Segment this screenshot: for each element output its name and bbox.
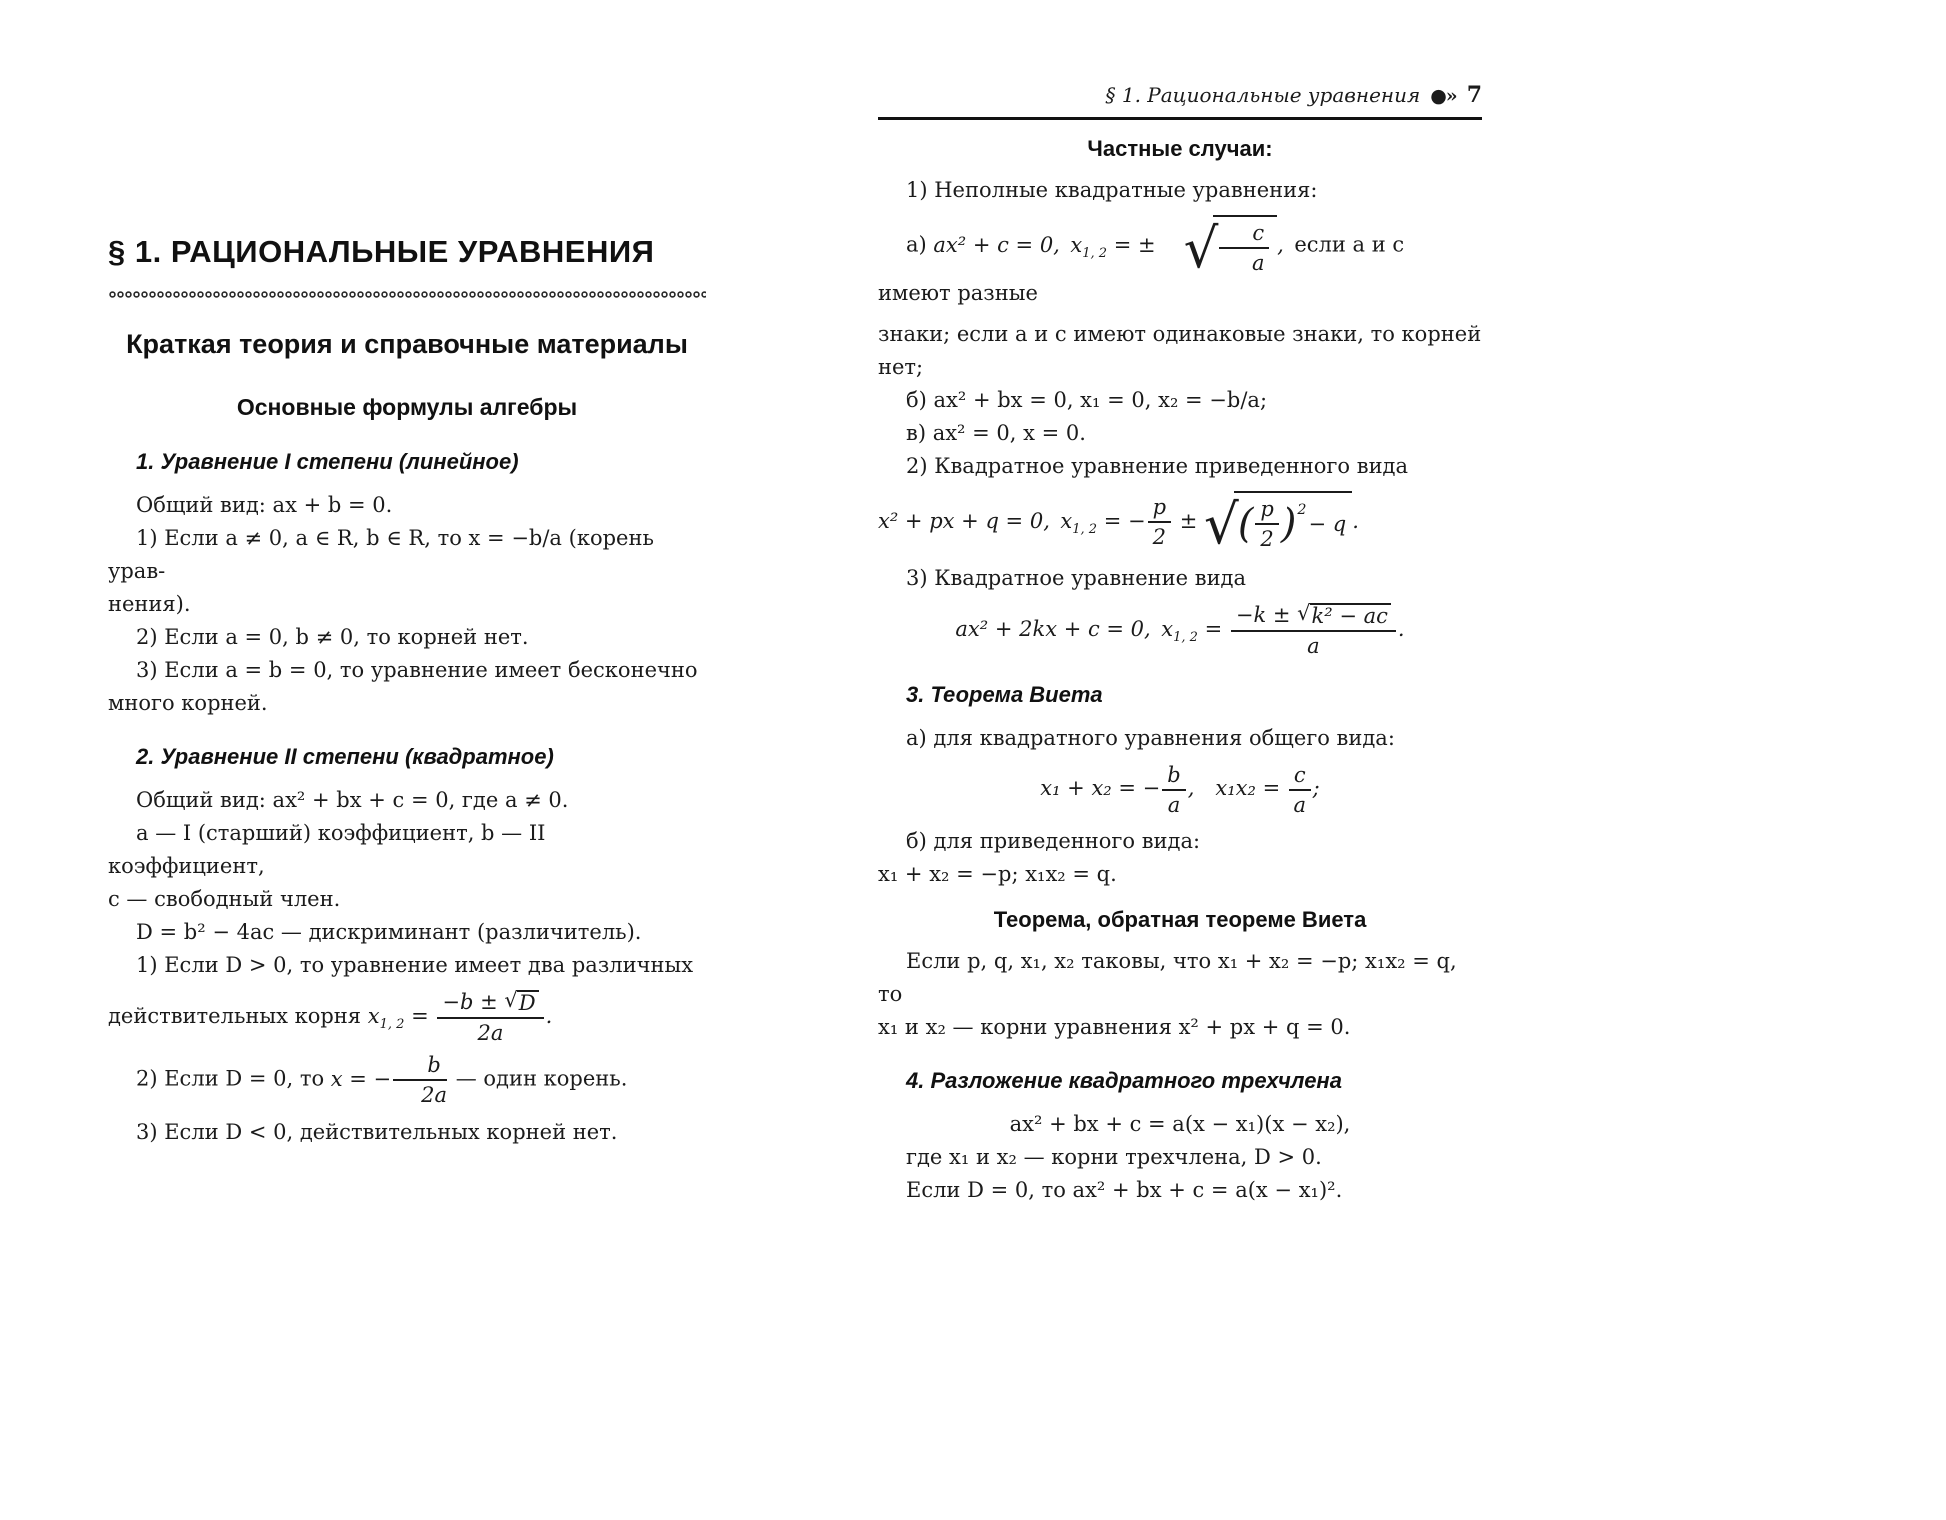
text-line: 1) Если a ≠ 0, a ∈ R, b ∈ R, то x = −b/a (корень урав- (108, 526, 654, 583)
text-line: Если D = 0, то ax² + bx + c = a(x − x₁)². (906, 1178, 1343, 1203)
radicand: D (517, 990, 539, 1015)
square-root (1297, 600, 1391, 628)
fraction-numerator: p (1148, 495, 1171, 523)
formula-part: ax² + 2kx + c = 0, (955, 616, 1162, 641)
text-line: в) ax² = 0, x = 0. (906, 421, 1086, 446)
exponent: 2 (1297, 502, 1307, 519)
formula-part: − q (1308, 511, 1347, 536)
fraction-denominator: 2a (477, 1021, 504, 1046)
formula-quadratic-roots (367, 988, 553, 1046)
formula-vieta (1040, 762, 1320, 817)
text-line: x₁ + x₂ = −p; x₁x₂ = q. (878, 862, 1117, 887)
formula-var: x (330, 1066, 343, 1091)
formula-part: x₁x₂ = (1215, 776, 1287, 801)
formula-part: . (1397, 616, 1405, 641)
text-line: c — свободный член. (108, 887, 341, 911)
formula-part: ax² + c = 0, (933, 232, 1071, 257)
formula-even-coefficient (955, 600, 1405, 658)
cases-heading: Частные случаи: (1087, 136, 1273, 161)
text-line: знаки; если a и c имеют одинаковые знаки, то корней (878, 322, 1482, 347)
running-head (878, 82, 1482, 120)
display-formula-vieta (878, 763, 1482, 817)
formulas-heading: Основные формулы алгебры (236, 394, 578, 420)
formula-part: , (1277, 232, 1284, 257)
formula-single-root (330, 1053, 449, 1108)
display-formula-reduced (878, 491, 1482, 557)
text-line: б) для приведенного вида: (906, 829, 1201, 854)
formula-var: x (1070, 232, 1083, 257)
radicand: k² − ac (1310, 603, 1391, 628)
display-formula-k (878, 600, 1482, 658)
square-root: √ ( $\frac{p}{2}$ ) 2 − q (1204, 491, 1352, 553)
text-line: 2) Если a = 0, b ≠ 0, то корней нет. (136, 625, 529, 649)
running-head-title: § 1. Рациональные уравнения (1105, 83, 1421, 107)
text-line: Общий вид: ax² + bx + c = 0, где a ≠ 0. (136, 788, 569, 812)
fraction (1160, 763, 1187, 817)
formula-subscript: 1, 2 (1072, 522, 1098, 538)
fraction-numerator: c (1289, 763, 1311, 791)
radicand (1213, 215, 1277, 277)
text-line: много корней. (108, 691, 268, 715)
formula-subscript: 1, 2 (1173, 629, 1198, 645)
square-root (504, 990, 538, 1014)
text-line: 3) Если a = b = 0, то уравнение имеет бесконечно (136, 658, 698, 682)
formula-eq: = − (342, 1066, 392, 1091)
text-line: ax² + bx + c = a(x − x₁)(x − x₂), (1009, 1112, 1351, 1137)
text-line: x₁ и x₂ — корни уравнения x² + px + q = 0. (878, 1015, 1351, 1040)
fraction-denominator: a (1307, 633, 1320, 658)
text-line-with-formula (878, 215, 1482, 310)
formula-var: x (367, 1004, 380, 1029)
fraction (1217, 221, 1271, 275)
radicand: ( $\frac{p}{2}$ ) 2 − q (1234, 491, 1352, 553)
header-ornament-icon: ●» (1430, 85, 1457, 107)
fraction (1287, 763, 1313, 817)
formula-subscript: 1, 2 (379, 1017, 405, 1033)
formula-part: , (1187, 776, 1216, 801)
text-run: 2) Если D = 0, то (136, 1066, 331, 1091)
plus-minus-sign: ± (1173, 508, 1205, 533)
text-line: нет; (878, 355, 924, 380)
formula-eq: = (1197, 616, 1229, 641)
page-number: 7 (1466, 82, 1482, 108)
formula-eq: = (404, 1004, 436, 1029)
text-line: 1) Неполные квадратные уравнения: (906, 178, 1318, 202)
fraction-denominator: a (1252, 251, 1265, 276)
formula-part: −k ± (1235, 602, 1298, 627)
fraction (1229, 600, 1398, 658)
fraction-denominator: 2 (1260, 527, 1274, 552)
text-run: если a и c имеют разные (878, 232, 1405, 306)
formula-part: . (545, 1004, 553, 1029)
text-line: Общий вид: ax + b = 0. (136, 493, 393, 517)
text-line: Если p, q, x₁, x₂ таковы, что x₁ + x₂ = −p; x₁x₂ = q, то (878, 949, 1457, 1007)
section-4-title: 4. Разложение квадратного трехчлена (906, 1068, 1342, 1094)
sqrt-sign: √ (504, 988, 518, 1012)
formula-eq: = ± (1107, 232, 1156, 257)
formula-part: x² + px + q = 0, (878, 508, 1061, 533)
fraction (1146, 495, 1173, 549)
right-page (878, 82, 1482, 1207)
fraction-numerator: b (1162, 763, 1185, 791)
converse-vieta-heading: Теорема, обратная теореме Виета (993, 907, 1367, 933)
text-run: действительных корня (108, 1004, 368, 1029)
formula-reduced-quadratic (878, 492, 1359, 557)
formula-part: . (1352, 508, 1359, 533)
formula-part: −b ± (442, 990, 505, 1014)
text-line: D = b² − 4ac — дискриминант (различитель). (136, 920, 642, 944)
fraction-denominator: 2a (421, 1083, 448, 1108)
chapter-title: § 1. РАЦИОНАЛЬНЫЕ УРАВНЕНИЯ (108, 234, 655, 269)
text-line: 1) Если D > 0, то уравнение имеет два различных (136, 953, 694, 977)
text-line: нения). (108, 592, 191, 616)
fraction-numerator (1231, 600, 1396, 632)
text-line: 3) Квадратное уравнение вида (906, 565, 1247, 590)
text-line: 3) Если D < 0, действительных корней нет. (136, 1119, 618, 1144)
fraction-numerator: c (1219, 221, 1269, 249)
list-marker: а) (906, 232, 934, 257)
decorative-chain-rule (108, 290, 706, 299)
fraction-numerator: b (393, 1053, 447, 1081)
text-run: — один корень. (449, 1066, 628, 1091)
section-2-title: 2. Уравнение II степени (квадратное) (136, 744, 554, 769)
text-line: где x₁ и x₂ — корни трехчлена, D > 0. (906, 1145, 1322, 1170)
fraction (435, 990, 545, 1045)
fraction-denominator: a (1167, 792, 1181, 817)
fraction (1253, 497, 1280, 551)
text-line-with-formula (108, 1053, 706, 1107)
fraction-numerator (437, 990, 543, 1019)
formula-incomplete-a (933, 216, 1284, 281)
section-3-title: 3. Теорема Виета (906, 681, 1103, 707)
fraction-numerator: p (1255, 497, 1278, 525)
text-line: 2) Квадратное уравнение приведенного вида (906, 454, 1409, 479)
formula-part: ; (1312, 776, 1320, 801)
formula-part: x₁ + x₂ = − (1040, 776, 1161, 801)
sqrt-sign: √ (1297, 600, 1311, 625)
square-root: √ $\frac{c}{a}$ (1156, 215, 1278, 277)
fraction-denominator: a (1293, 792, 1307, 817)
text-line: a — I (старший) коэффициент, b — II коэффициент, (108, 821, 546, 878)
text-line: а) для квадратного уравнения общего вида: (906, 725, 1395, 750)
formula-var: x (1161, 616, 1174, 641)
fraction (391, 1053, 449, 1107)
formula-subscript: 1, 2 (1082, 245, 1108, 261)
left-page (108, 234, 706, 1149)
formula-eq: = − (1097, 508, 1146, 533)
formula-var: x (1060, 508, 1073, 533)
text-line: б) ax² + bx = 0, x₁ = 0, x₂ = −b/a; (906, 388, 1268, 413)
text-line-with-formula (108, 990, 706, 1045)
fraction-denominator: 2 (1152, 525, 1167, 550)
theory-heading: Краткая теория и справочные материалы (126, 329, 688, 359)
section-1-title: 1. Уравнение I степени (линейное) (136, 449, 519, 474)
